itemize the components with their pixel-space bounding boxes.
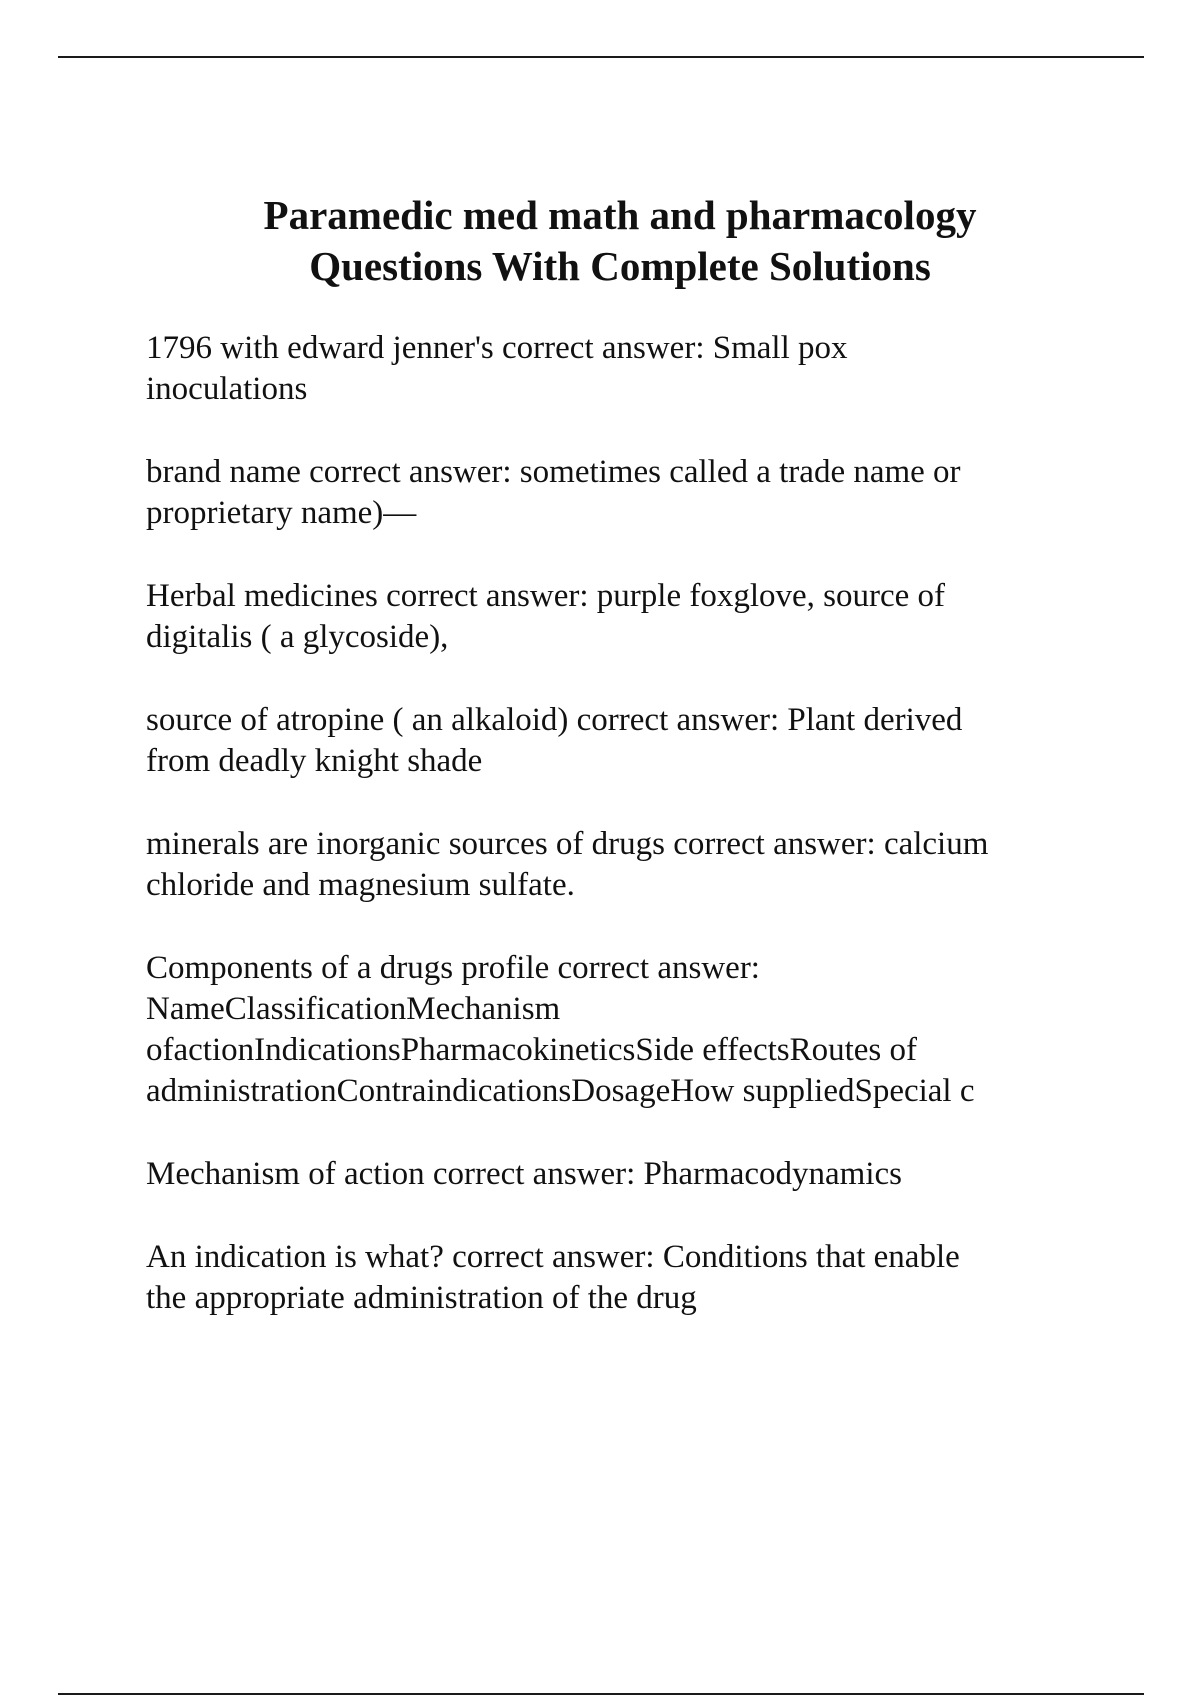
qa-line: chloride and magnesium sulfate. xyxy=(146,867,575,903)
qa-item-herbal-medicines xyxy=(146,576,1146,658)
top-rule xyxy=(58,56,1144,58)
qa-item-jenner xyxy=(146,328,1146,410)
page-title xyxy=(60,190,1180,292)
qa-line: NameClassificationMechanism xyxy=(146,991,561,1027)
qa-item-indication xyxy=(146,1237,1146,1319)
qa-item-mechanism-of-action xyxy=(146,1154,1146,1195)
bottom-rule xyxy=(58,1693,1144,1695)
qa-list xyxy=(146,328,1146,1361)
qa-line: proprietary name)— xyxy=(146,495,417,531)
qa-line: from deadly knight shade xyxy=(146,743,483,779)
qa-line: source of atropine ( an alkaloid) correct answer: Plant derived xyxy=(146,702,963,738)
qa-item-drug-profile xyxy=(146,948,1146,1112)
qa-line: brand name correct answer: sometimes called a trade name or xyxy=(146,454,961,490)
qa-line: 1796 with edward jenner's correct answer: Small pox xyxy=(146,330,848,366)
qa-line: An indication is what? correct answer: Conditions that enable xyxy=(146,1239,960,1275)
title-line: Paramedic med math and pharmacology xyxy=(263,192,977,238)
qa-line: ofactionIndicationsPharmacokineticsSide effectsRoutes of xyxy=(146,1032,918,1068)
qa-line: minerals are inorganic sources of drugs correct answer: calcium xyxy=(146,826,989,862)
qa-item-minerals xyxy=(146,824,1146,906)
qa-item-brand-name xyxy=(146,452,1146,534)
qa-line: administrationContraindicationsDosageHow suppliedSpecial c xyxy=(146,1073,975,1109)
qa-line: the appropriate administration of the drug xyxy=(146,1280,697,1316)
qa-line: Herbal medicines correct answer: purple foxglove, source of xyxy=(146,578,946,614)
qa-line: Mechanism of action correct answer: Pharmacodynamics xyxy=(146,1156,902,1192)
qa-line: inoculations xyxy=(146,371,308,407)
qa-line: digitalis ( a glycoside), xyxy=(146,619,449,655)
title-line: Questions With Complete Solutions xyxy=(309,243,931,289)
qa-line: Components of a drugs profile correct answer: xyxy=(146,950,760,986)
qa-item-atropine xyxy=(146,700,1146,782)
